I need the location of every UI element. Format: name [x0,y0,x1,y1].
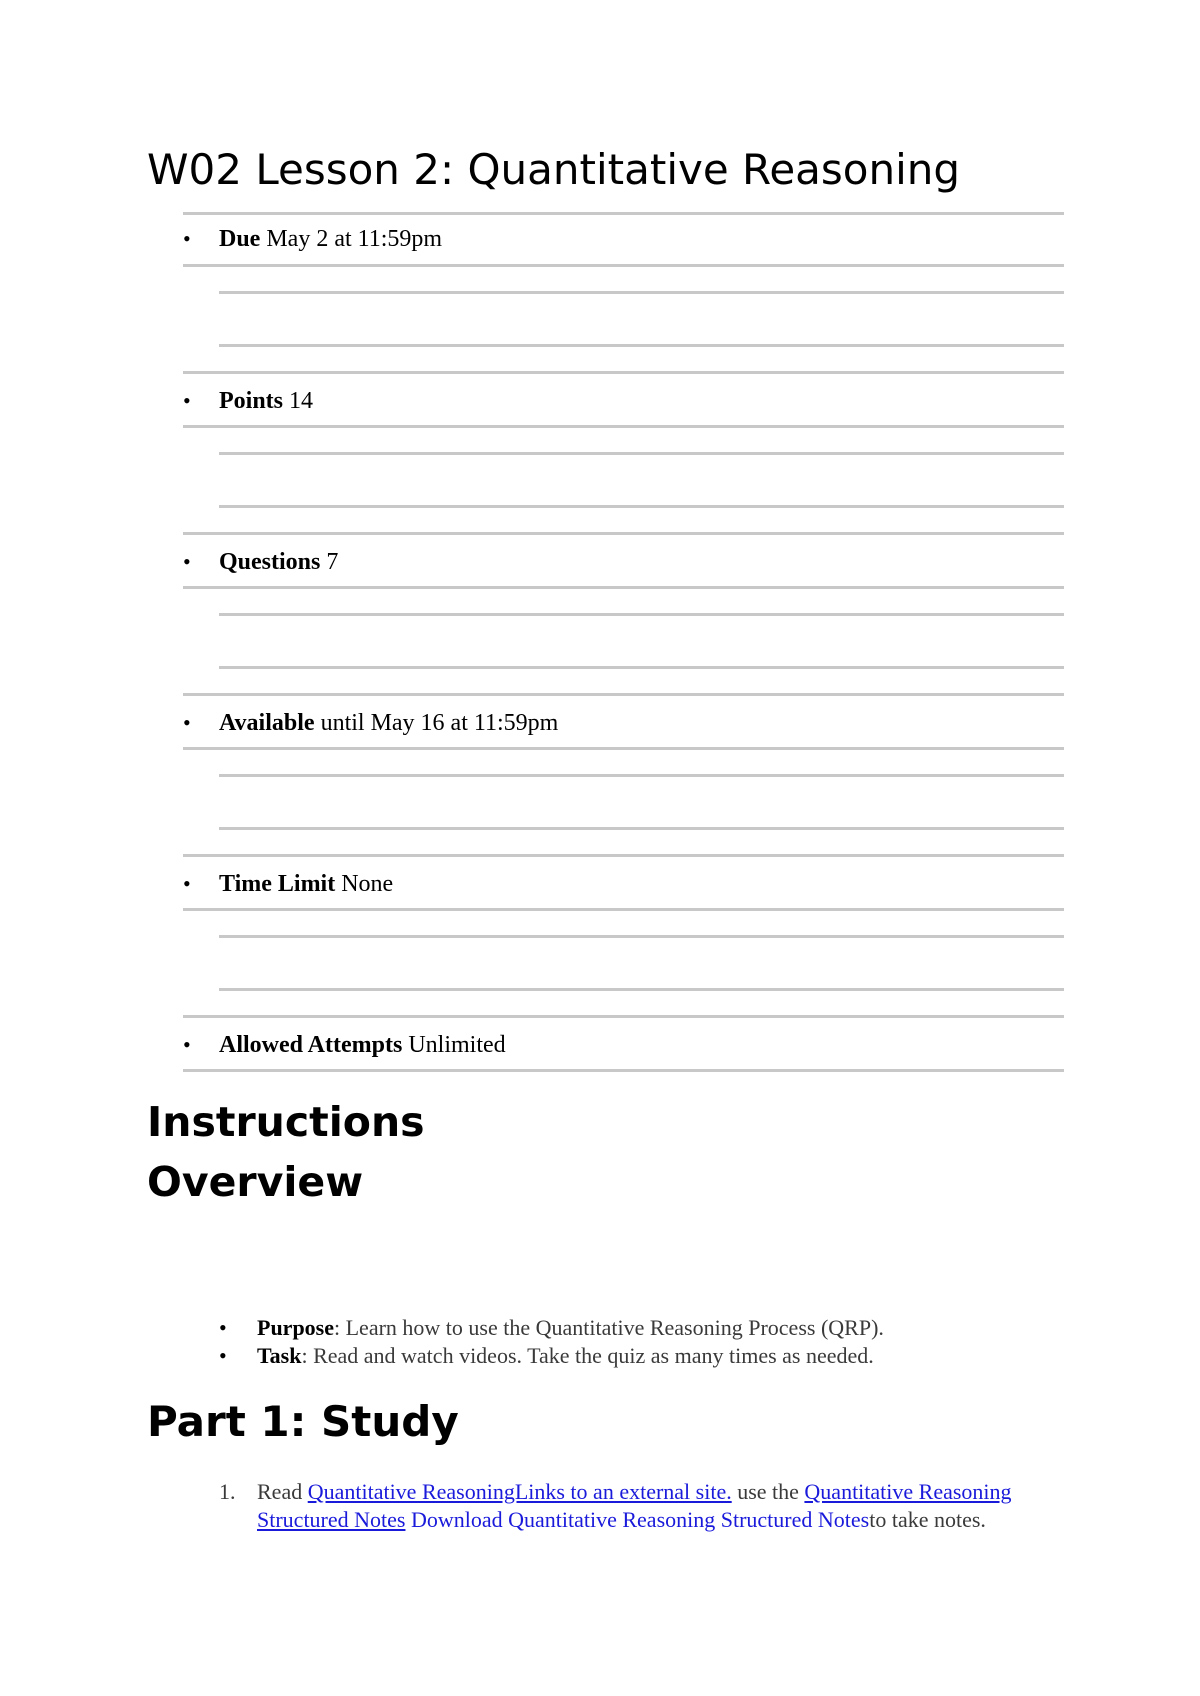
divider [183,1015,1064,1018]
bullet-glyph: • [183,710,191,735]
detail-label: Time Limit [219,871,336,897]
bullet-glyph: • [183,226,191,251]
divider [183,425,1064,428]
divider [183,371,1064,374]
divider [219,291,1064,294]
divider [183,854,1064,857]
part1-heading: Part 1: Study [147,1397,459,1446]
structured-notes-link[interactable]: Quantitative Reasoning Structured Notes [257,1479,1012,1532]
divider [183,264,1064,267]
page-title: W02 Lesson 2: Quantitative Reasoning [147,145,961,194]
bullet-glyph: • [183,1032,191,1057]
divider [183,586,1064,589]
detail-allowed-attempts [183,1028,506,1062]
detail-value: 14 [289,388,314,414]
quantitative-reasoning-link[interactable]: Quantitative ReasoningLinks to an external site. [307,1479,732,1504]
detail-time-limit [183,867,393,901]
study-text: use the [731,1479,805,1504]
detail-label: Points [219,388,284,414]
divider [219,344,1064,347]
detail-points [183,384,313,418]
bullet-glyph: • [219,1343,227,1368]
divider [219,613,1064,616]
detail-label: Due [219,226,261,252]
divider [219,774,1064,777]
detail-value: Unlimited [408,1032,506,1058]
instructions-heading: Instructions [147,1098,425,1146]
detail-label: Allowed Attempts [219,1032,403,1058]
divider [183,212,1064,215]
divider [183,693,1064,696]
detail-value: until May 16 at 11:59pm [320,710,559,736]
download-notes-link[interactable]: Download Quantitative Reasoning Structured Notes [405,1507,870,1532]
divider [219,988,1064,991]
divider [219,935,1064,938]
detail-due [183,222,442,256]
detail-label: Available [219,710,315,736]
study-text: to take notes. [869,1507,986,1532]
overview-list [219,1314,884,1370]
overview-text: : Learn how to use the Quantitative Reasoning Process (QRP). [334,1315,884,1340]
divider [219,505,1064,508]
overview-label: Purpose [257,1315,334,1340]
overview-text: : Read and watch videos. Take the quiz as many times as needed. [301,1343,874,1368]
divider [183,747,1064,750]
detail-value: 7 [326,549,339,575]
study-list [219,1478,1019,1534]
overview-label: Task [257,1343,302,1368]
list-item [219,1342,884,1370]
bullet-glyph: • [183,871,191,896]
overview-heading: Overview [147,1158,364,1206]
divider [183,1069,1064,1072]
bullet-glyph: • [183,388,191,413]
list-number: 1. [219,1479,236,1504]
bullet-glyph: • [219,1315,227,1340]
study-text: Read [257,1479,308,1504]
list-item [219,1314,884,1342]
divider [183,908,1064,911]
divider [183,532,1064,535]
bullet-glyph: • [183,549,191,574]
divider [219,666,1064,669]
detail-value: None [341,871,394,897]
list-item [219,1478,1019,1534]
detail-value: May 2 at 11:59pm [266,226,443,252]
detail-available [183,706,558,740]
detail-label: Questions [219,549,321,575]
detail-questions [183,545,338,579]
divider [219,452,1064,455]
divider [219,827,1064,830]
